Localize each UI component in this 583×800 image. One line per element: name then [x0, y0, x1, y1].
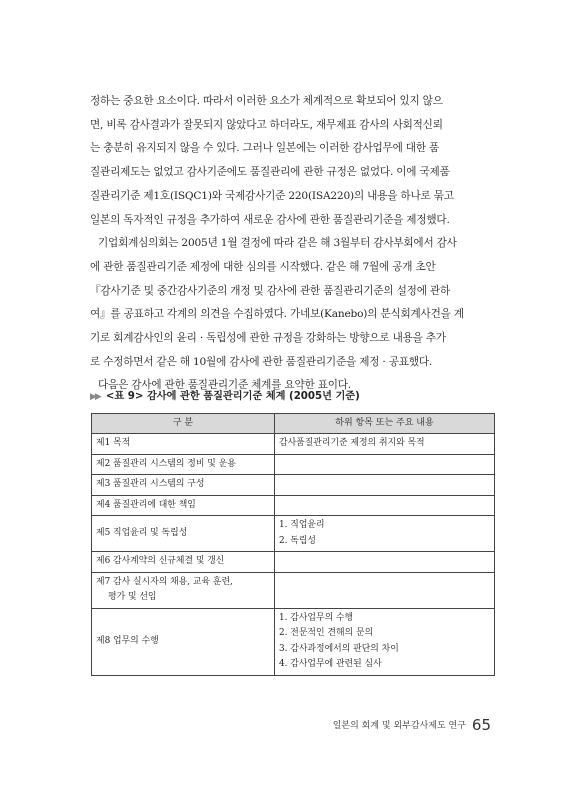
text-line: 다음은 감사에 관한 품질관리기준 체계를 요약한 표이다. — [98, 379, 351, 392]
section-cell — [92, 434, 275, 455]
table-title: <표 9> 감사에 관한 품질관리기준 체계 (2005년 기준) — [105, 391, 360, 402]
body-text — [90, 90, 496, 398]
text-line: 질관리기준 제1호(ISQC1)와 국제감사기준 220(ISA220)의 내용을 하나로 묶고 — [90, 189, 454, 202]
text-line: 『감사기준 및 중간감사기준의 개정 및 감사에 관한 품질관리기준의 설정에 관하 — [90, 284, 450, 297]
section-cell — [92, 454, 275, 475]
text-line: 기업회계심의회는 2005년 1월 결정에 따라 같은 해 3월부터 감사부회에서 감사 — [98, 237, 457, 250]
table-row — [92, 475, 495, 496]
section-label: 제2 품질관리 시스템의 정비 및 운용 — [96, 458, 236, 469]
content-cell — [275, 434, 495, 455]
content-cell — [275, 454, 495, 475]
running-title: 일본의 회계 및 외부감사제도 연구 — [332, 721, 466, 731]
table-row — [92, 495, 495, 516]
content-cell — [275, 552, 495, 573]
table-header-row — [92, 414, 495, 434]
text-line: 기로 회계감사인의 윤리 · 독립성에 관한 규정을 강화하는 방향으로 내용을 추가 — [90, 332, 446, 345]
section-label: 평가 및 선임 — [108, 592, 157, 602]
content-item: 2. 전문적인 견해의 문의 — [279, 628, 374, 638]
section-cell — [92, 608, 275, 675]
content-item: 2. 독립성 — [279, 535, 317, 546]
text-line: 면, 비록 감사결과가 잘못되지 않았다고 하더라도, 재무제표 감사의 사회적신뢰 — [90, 118, 443, 131]
text-line: 는 충분히 유지되지 않을 수 있다. 그러나 일본에는 이러한 감사업무에 대한 품 — [90, 142, 440, 155]
table-row — [92, 454, 495, 475]
text-line: 로 수정하면서 같은 해 10월에 감사에 관한 품질관리기준을 제정 · 공표했다. — [90, 355, 433, 368]
section-label: 제7 감사 실시자의 채용, 교육 훈련, — [96, 576, 233, 587]
text-line: 여』를 공표하고 각계의 의견을 수집하였다. 가네보(Kanebo)의 분식회계사건을 계 — [90, 308, 464, 321]
paragraph — [90, 90, 496, 232]
section-label: 제3 품질관리 시스템의 구성 — [96, 479, 205, 489]
content-item: 4. 감사업무에 관련된 심사 — [279, 659, 382, 669]
table-row — [92, 516, 495, 552]
content-cell — [275, 495, 495, 516]
table-row — [92, 434, 495, 455]
page-footer — [333, 716, 491, 734]
quality-control-standards-table — [91, 413, 495, 676]
section-label: 제1 목적 — [96, 438, 131, 448]
content-cell — [275, 516, 495, 552]
paragraph — [90, 232, 496, 374]
text-line: 질관리제도는 없었고 감사기준에도 품질관리에 관한 규정은 없었다. 이에 국제품 — [90, 166, 450, 179]
section-cell — [92, 495, 275, 516]
header-content: 하위 항목 또는 주요 내용 — [275, 414, 495, 434]
section-label: 제6 감사계약의 신규체결 및 갱신 — [96, 556, 225, 566]
text-line: 정하는 중요한 요소이다. 따라서 이러한 요소가 체계적으로 확보되어 있지 않으 — [90, 95, 443, 107]
content-cell — [275, 475, 495, 496]
header-section: 구 분 — [92, 414, 275, 434]
page-number: 65 — [471, 716, 491, 734]
section-label: 제8 업무의 수행 — [96, 635, 159, 646]
table-row — [92, 608, 495, 675]
section-cell — [92, 516, 275, 552]
section-cell — [92, 552, 275, 573]
section-label: 제4 품질관리에 대한 책임 — [96, 499, 196, 510]
table-row — [92, 572, 495, 608]
table-caption — [90, 387, 360, 402]
table-row — [92, 552, 495, 573]
content-item: 3. 감사과정에서의 판단의 차이 — [279, 643, 399, 654]
content-item: 1. 감사업무의 수행 — [279, 612, 354, 623]
text-line: 일본의 독자적인 규정을 추가하여 새로운 감사에 관한 품질관리기준을 제정했다. — [90, 213, 450, 226]
text-line: 에 관한 품질관리기준 제정에 대한 심의를 시작했다. 같은 해 7월에 공개 초안 — [90, 260, 436, 273]
section-cell — [92, 572, 275, 608]
content-item: 1. 직업윤리 — [279, 520, 325, 530]
content-cell — [275, 608, 495, 675]
arrow-icon: ▶▶ — [90, 392, 100, 402]
content-cell — [275, 572, 495, 608]
content-item: 감사품질관리기준 제정의 취지와 목적 — [279, 438, 425, 448]
section-cell — [92, 475, 275, 496]
section-label: 제5 직업윤리 및 독립성 — [96, 527, 188, 538]
